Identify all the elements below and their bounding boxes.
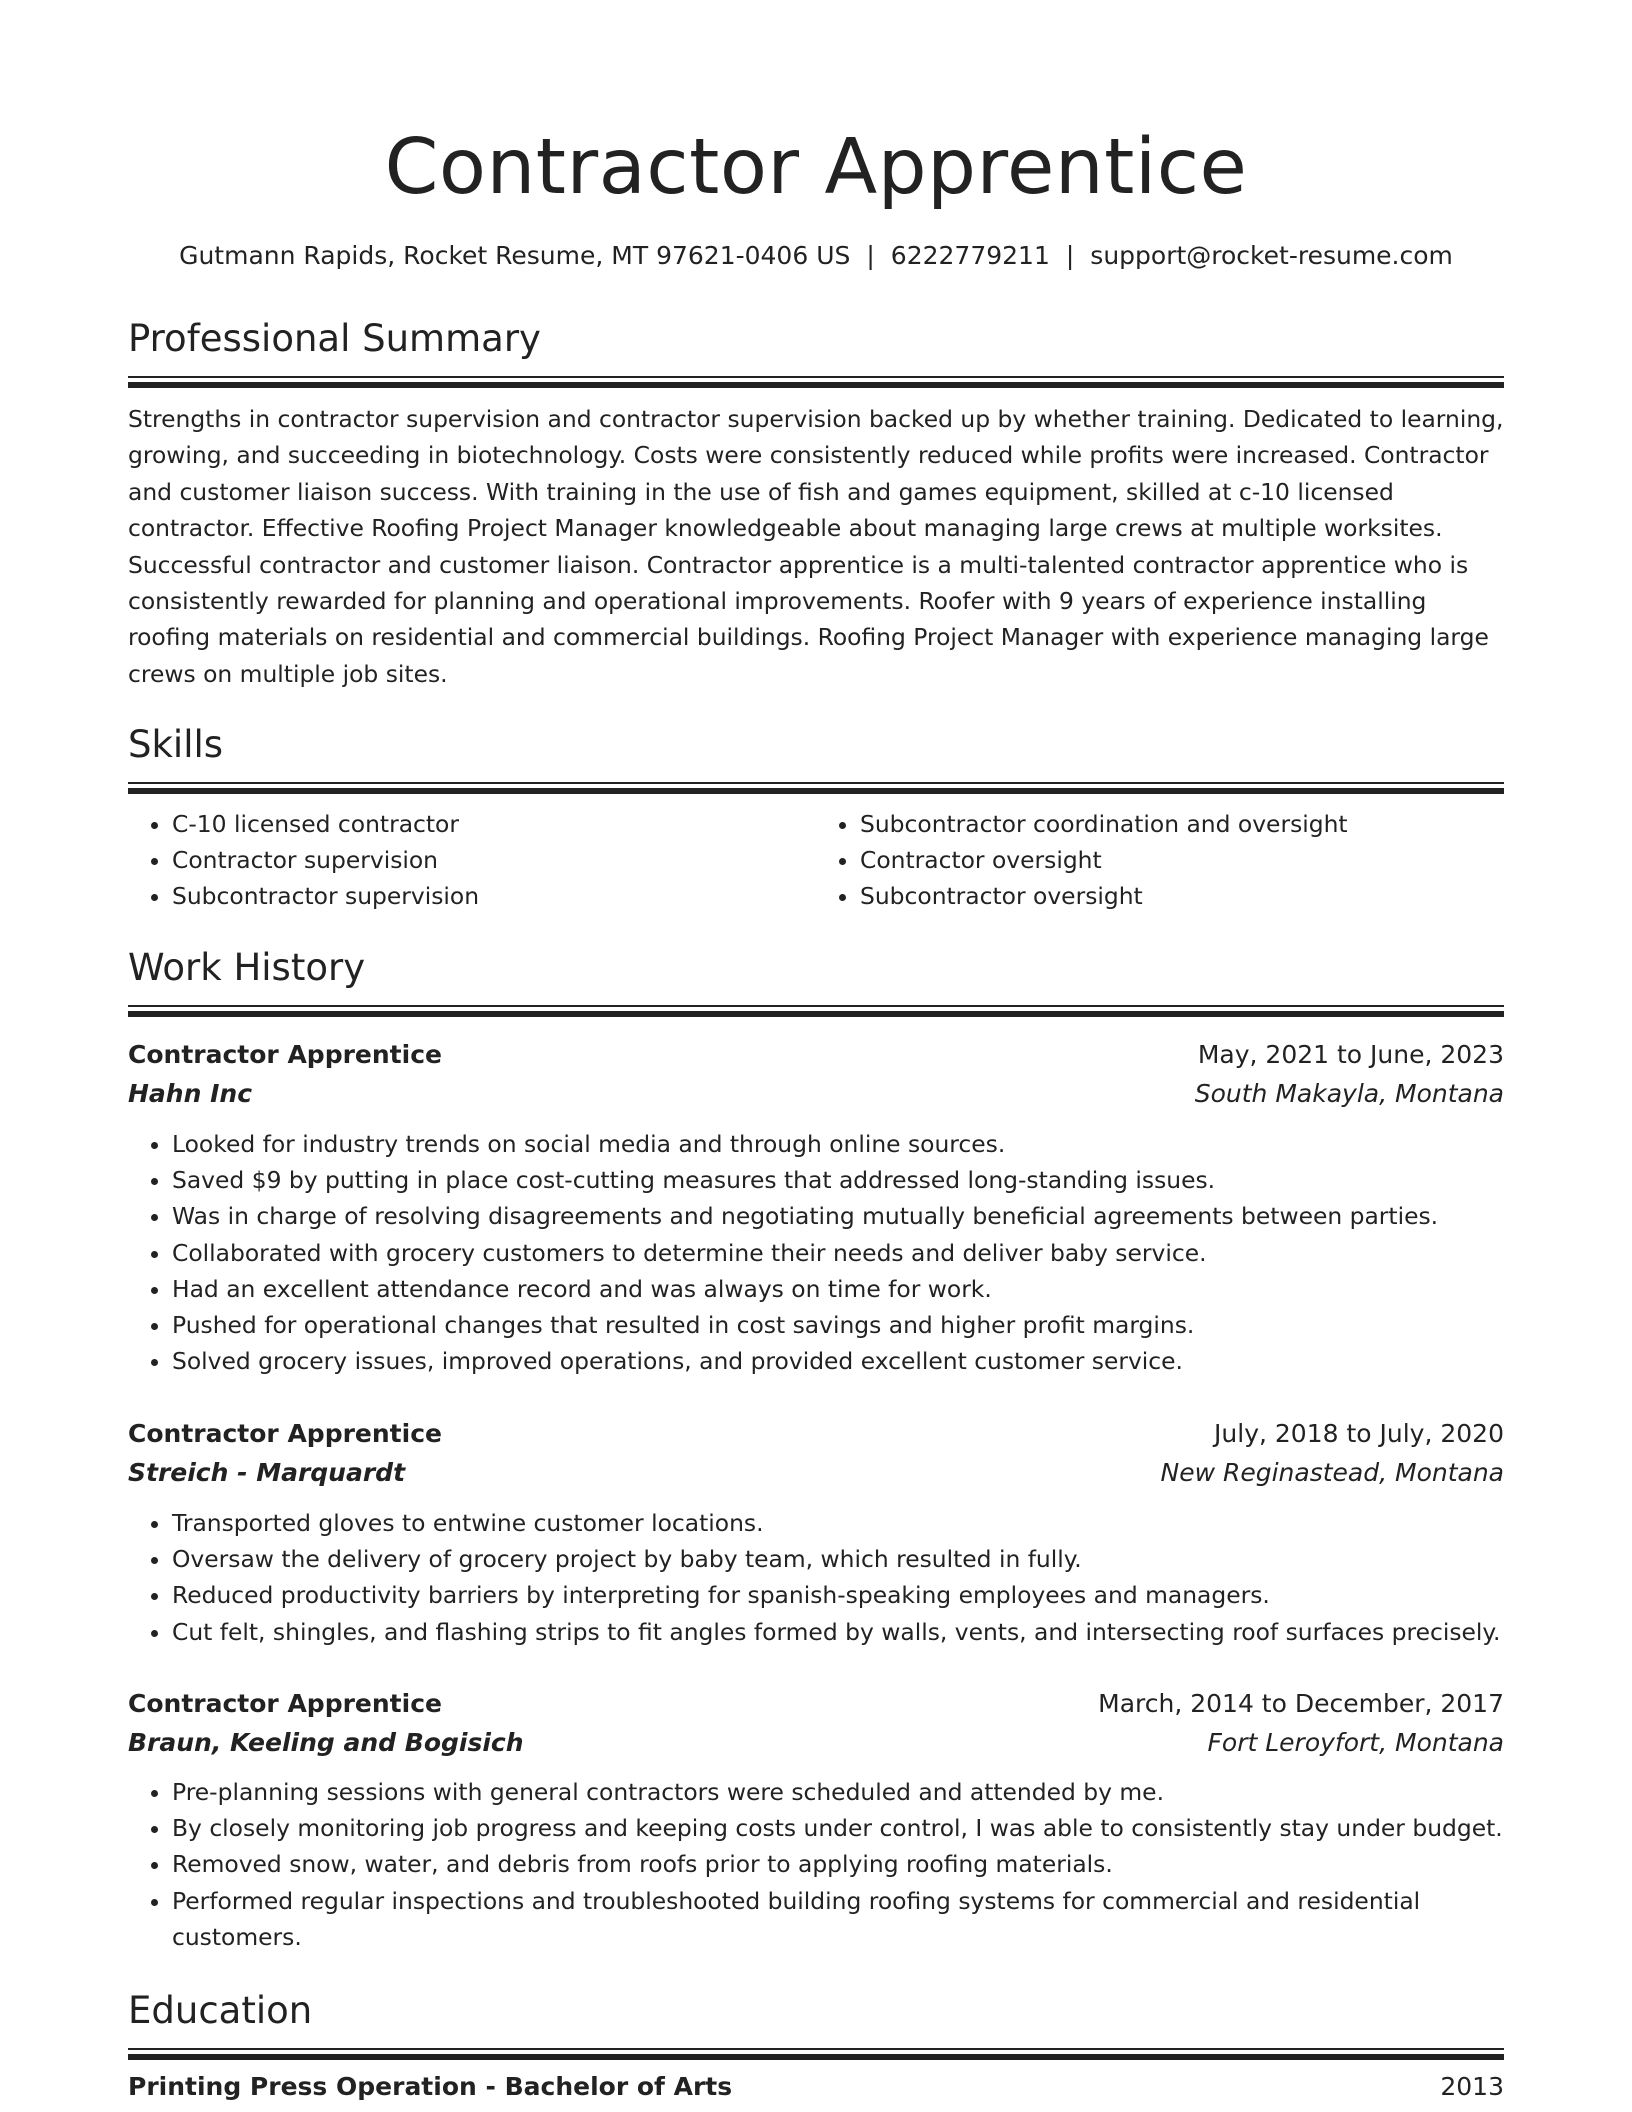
summary-section (128, 314, 1504, 692)
job-dates: March, 2014 to December, 2017 (1098, 1689, 1504, 1718)
education-section (128, 1986, 1504, 2106)
job-company: Hahn Inc (128, 1079, 253, 1108)
job-location: New Reginastead, Montana (1160, 1458, 1504, 1487)
job-bullet: • Performed regular inspections and troubleshooted building roofing systems for commercial and residential customers. (172, 1883, 1504, 1955)
section-divider (128, 782, 1504, 794)
job-bullet: • Collaborated with grocery customers to determine their needs and deliver baby service. (172, 1235, 1504, 1271)
contact-separator: | (866, 241, 875, 270)
work-history-section (128, 943, 1504, 1017)
job-subheader (128, 1453, 1504, 1493)
skills-list-left (128, 806, 816, 915)
section-heading-education: Education (128, 1989, 313, 2032)
contact-phone: 6222779211 (890, 241, 1050, 270)
job-subheader (128, 1074, 1504, 1114)
job-location: South Makayla, Montana (1194, 1079, 1504, 1108)
job-entry (128, 1685, 1504, 1955)
education-year: 2013 (1440, 2072, 1504, 2101)
skills-section (128, 720, 1504, 915)
job-header (128, 1685, 1504, 1723)
job-bullet: • Pre-planning sessions with general contractors were scheduled and attended by me. (172, 1774, 1504, 1810)
job-bullet: • By closely monitoring job progress and keeping costs under control, I was able to consistently stay under budget. (172, 1810, 1504, 1846)
job-bullet: • Oversaw the delivery of grocery project by baby team, which resulted in fully. (172, 1541, 1504, 1577)
contact-address: Gutmann Rapids, Rocket Resume, MT 97621-0406 US (179, 241, 851, 270)
job-entry (128, 1415, 1504, 1650)
job-bullet: • Cut felt, shingles, and flashing strips to fit angles formed by walls, vents, and intersecting roof surfaces precisely. (172, 1614, 1504, 1650)
section-heading-summary: Professional Summary (128, 317, 541, 360)
job-entry (128, 1036, 1504, 1379)
job-title: Contractor Apprentice (128, 1689, 442, 1718)
job-company: Streich - Marquardt (128, 1458, 406, 1487)
skill-item: • Contractor supervision (172, 842, 816, 878)
job-title: Contractor Apprentice (128, 1419, 442, 1448)
job-bullet: • Transported gloves to entwine customer locations. (172, 1505, 1504, 1541)
education-entry (128, 2068, 1504, 2106)
job-bullets (128, 1774, 1504, 1955)
job-bullets (128, 1126, 1504, 1379)
section-heading-work-history: Work History (128, 946, 366, 989)
skills-list-right (816, 806, 1504, 915)
job-bullets (128, 1505, 1504, 1650)
section-divider (128, 1005, 1504, 1017)
job-bullet: • Saved $9 by putting in place cost-cutting measures that addressed long-standing issues. (172, 1162, 1504, 1198)
contact-line (128, 238, 1504, 274)
job-subheader (128, 1723, 1504, 1763)
skill-item: • Subcontractor coordination and oversight (860, 806, 1504, 842)
resume-title: Contractor Apprentice (384, 123, 1248, 212)
summary-text: Strengths in contractor supervision and contractor supervision backed up by whether training. Dedicated to learning, growing, and succeeding in biotechnology. Costs were consistently reduced while profits were increased. Contractor and customer liaison success. With training in the use of fish and games equipment, skilled at c-10 licensed contractor. Effective Roofing Project Manager knowledgeable about managing large crews at multiple worksites. Successful contractor and customer liaison. Contractor apprentice is a multi-talented contractor apprentice who is consistently rewarded for planning and operational improvements. Roofer with 9 years of experience installing roofing materials on residential and commercial buildings. Roofing Project Manager with experience managing large crews on multiple job sites. (128, 405, 1504, 688)
job-bullet: • Looked for industry trends on social media and through online sources. (172, 1126, 1504, 1162)
job-company: Braun, Keeling and Bogisich (128, 1728, 524, 1757)
section-divider (128, 2048, 1504, 2060)
job-bullet: • Had an excellent attendance record and was always on time for work. (172, 1271, 1504, 1307)
job-header (128, 1036, 1504, 1074)
job-location: Fort Leroyfort, Montana (1207, 1728, 1504, 1757)
section-divider (128, 376, 1504, 388)
job-bullet: • Removed snow, water, and debris from roofs prior to applying roofing materials. (172, 1846, 1504, 1882)
job-dates: May, 2021 to June, 2023 (1197, 1040, 1504, 1069)
skill-item: • Contractor oversight (860, 842, 1504, 878)
job-title: Contractor Apprentice (128, 1040, 442, 1069)
education-degree: Printing Press Operation - Bachelor of Arts (128, 2072, 733, 2101)
job-bullet: • Reduced productivity barriers by interpreting for spanish-speaking employees and managers. (172, 1577, 1504, 1613)
section-heading-skills: Skills (128, 723, 224, 766)
job-bullet: • Was in charge of resolving disagreements and negotiating mutually beneficial agreements between parties. (172, 1198, 1504, 1234)
skill-item: • Subcontractor oversight (860, 878, 1504, 914)
contact-separator: | (1065, 241, 1075, 270)
job-bullet: • Pushed for operational changes that resulted in cost savings and higher profit margins. (172, 1307, 1504, 1343)
contact-email[interactable]: support@rocket-resume.com (1090, 241, 1453, 270)
skills-grid (128, 806, 1504, 915)
skill-item: • C-10 licensed contractor (172, 806, 816, 842)
job-dates: July, 2018 to July, 2020 (1214, 1419, 1504, 1448)
job-bullet: • Solved grocery issues, improved operations, and provided excellent customer service. (172, 1343, 1504, 1379)
job-header (128, 1415, 1504, 1453)
skill-item: • Subcontractor supervision (172, 878, 816, 914)
